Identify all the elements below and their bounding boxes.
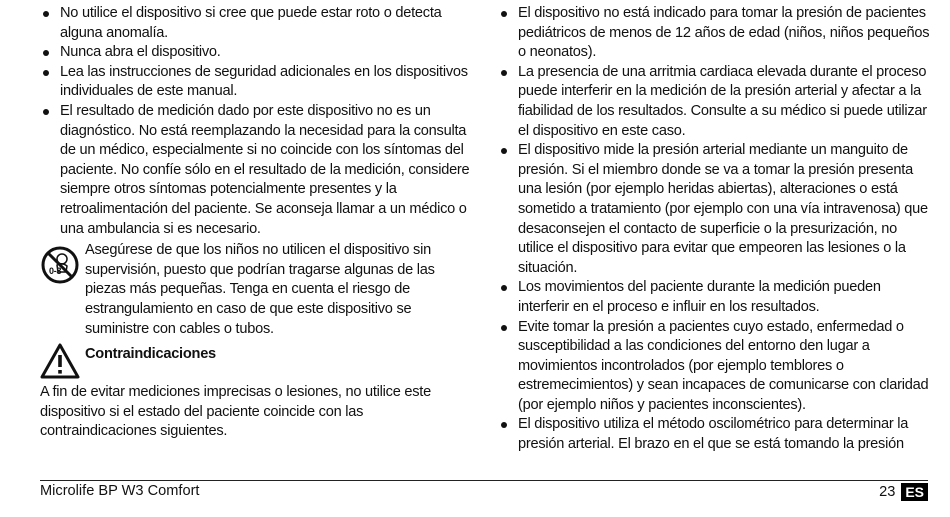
list-item: No utilice el dispositivo si cree que puede estar roto o detecta alguna anomalía. — [40, 4, 472, 43]
list-item: El dispositivo no está indicado para tomar la presión de pacientes pediátricos de menos de 12 años de edad (niños, niños pequeños o neonatos). — [498, 4, 930, 63]
footer-page-info — [879, 483, 928, 501]
language-badge: ES — [901, 483, 928, 501]
left-column — [40, 4, 472, 442]
list-item: Los movimientos del paciente durante la medición pueden interferir en el proceso e influir en los resultados. — [498, 278, 930, 317]
list-item: El resultado de medición dado por este dispositivo no es un diagnóstico. No está reemplazando la necesidad para la consulta de un médico, especialmente si no coincide con los síntomas del paciente. No confíe sólo en el resultado de la medición, considere siempre otros síntomas potencialmente presentes y la retroalimentación del paciente. Se aconseja llamar a un médico o una ambulancia si es necesario. — [40, 102, 472, 239]
warning-triangle-icon — [40, 343, 80, 379]
contraindications-heading — [40, 343, 472, 383]
list-item: Evite tomar la presión a pacientes cuyo estado, enfermedad o susceptibilidad a las condiciones del entorno den lugar a movimientos incontrolados (por ejemplo temblores o estremecimientos) y sean incapaces de comunicarse con claridad (por ejemplo niños y pacientes inconscientes). — [498, 318, 930, 416]
list-item: El dispositivo utiliza el método oscilométrico para determinar la presión arterial. El brazo en el que se está tomando la presión — [498, 415, 930, 454]
age-label: 0-3 — [49, 266, 62, 277]
child-safety-text: Asegúrese de que los niños no utilicen el dispositivo sin supervisión, puesto que podrían tragarse algunas de las piezas más pequeñas. Tenga en cuenta el riesgo de estrangulamiento en caso de que este dispositivo se suministre con cables o tubos. — [85, 242, 435, 337]
small-parts-choking-icon — [40, 245, 80, 285]
page-number: 23 — [879, 484, 896, 500]
contraindications-intro: A fin de evitar mediciones imprecisas o lesiones, no utilice este dispositivo si el estado del paciente coincide con las contraindicaciones siguientes. — [40, 384, 431, 440]
child-safety-warning — [40, 241, 472, 339]
left-bullet-list — [40, 4, 472, 239]
footer-divider — [40, 480, 928, 481]
footer-product-name: Microlife BP W3 Comfort — [40, 483, 200, 499]
list-item: La presencia de una arritmia cardiaca elevada durante el proceso puede interferir en la medición de la presión arterial y afectar a la fiabilidad de los resultados. Consulte a su médico si puede utilizar el dispositivo en este caso. — [498, 63, 930, 141]
section-title: Contraindicaciones — [85, 346, 216, 363]
right-bullet-list — [498, 4, 930, 455]
right-column — [498, 4, 930, 455]
list-item: El dispositivo mide la presión arterial mediante un manguito de presión. Si el miembro donde se va a tomar la presión presenta una lesión (por ejemplo heridas abiertas), alteraciones o está sometido a tratamiento (por ejemplo con una vía intravenosa) que desaconsejen el contacto de superficie o la presurización, no utilice el dispositivo para evitar que empeoren las lesiones o la situación. — [498, 141, 930, 278]
list-item: Lea las instrucciones de seguridad adicionales en los dispositivos individuales de este manual. — [40, 63, 472, 102]
list-item: Nunca abra el dispositivo. — [40, 43, 472, 63]
